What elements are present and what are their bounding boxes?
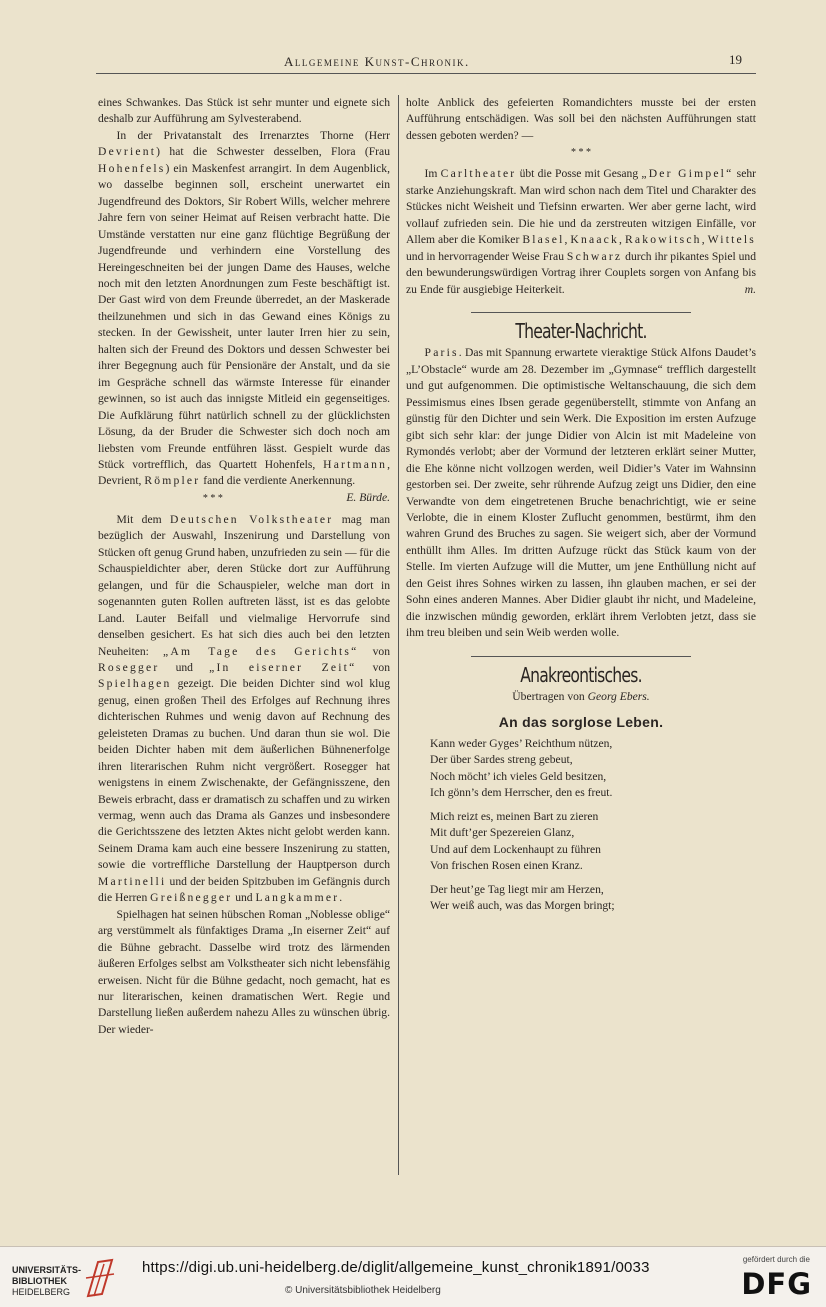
stanza	[430, 809, 756, 875]
stanza	[430, 882, 756, 915]
poem-line: Der heut’ge Tag liegt mir am Herzen,	[430, 882, 604, 896]
section-rule	[471, 656, 691, 657]
section-rule	[471, 312, 691, 313]
library-logo-icon	[84, 1258, 116, 1298]
poem-line: Noch möcht’ ich vieles Geld besitzen,	[430, 769, 607, 783]
poem-line: Der über Sardes streng gebeut,	[430, 753, 573, 767]
page-number: 19	[729, 52, 742, 67]
permalink-url[interactable]: https://digi.ub.uni-heidelberg.de/diglit/allgemeine_kunst_chronik1891/0033	[142, 1259, 650, 1276]
viewer-footer	[0, 1246, 826, 1307]
poem-line: Mit duft’ger Spezereien Glanz,	[430, 826, 575, 840]
poem-line: Kann weder Gyges’ Reichthum nützen,	[430, 736, 613, 750]
running-header	[96, 51, 756, 74]
copyright-notice: © Universitätsbibliothek Heidelberg	[285, 1285, 441, 1296]
paragraph: eines Schwankes. Das Stück ist sehr munter und eignete sich deshalb zur Aufführung am Sylvesterabend.	[98, 96, 390, 126]
paragraph: holte Anblick des gefeierten Romandichters musste bei der ersten Aufführung entschädigen. Was soll bei den nächsten Aufführungen statt dessen geboten werden? —	[406, 96, 756, 142]
translator-credit: Übertragen von Georg Ebers.	[512, 690, 650, 704]
right-column	[406, 95, 756, 921]
dfg-logo: DFG	[741, 1267, 812, 1301]
paragraph: Mit dem Deutschen Volkstheater mag man bezüglich der Auswahl, Inszenirung und Darstellung von Stücken oft genug Grund haben, unzufrieden zu sein — für die Schauspieldichter aber, deren Stücke dort zur Aufführung gelangen, und für die Schauspieler, welche man dort in sogenannten guten Rollen auftreten lässt, ist es das gelobte Land. Lauter Beifall und vielmalige Hervorrufe sind denselben gesichert. Es hat sich dies auch bei den letzten Neuheiten: „Am Tage des Gerichts“ von Rosegger und „In eiserner Zeit“ von Spielhagen gezeigt. Die beiden Dichter sind wol klug genug, einen großen Theil des Erfolges auf Rechnung ihres dichterischen Ruhmes und wenig davon auf Rechnung des geleisteten Dramas zu buchen. Und daran thun sie wol. Die beiden Dichter haben mit dem äußerlichen Bühnenerfolge ihren literarischen Ruhm nicht vergrößert. Rosegger hat wenigstens in einem Zwischenakte, der Gefängnisszene, den Beweis erbracht, dass er dramatisch zu schaffen und zu wirken vermag, wenn auch das Drama als Ganzes und insbesondere die Gerichtsszene des letzten Aktes nicht gelobt werden kann. Seinem Drama kam auch eine bessere Inszenirung zu statten, sowie die vortreffliche Darstellung der Hauptperson durch Martinelli und der beiden Spitzbuben im Gefängnis durch die Herren Greißnegger und Langkammer.	[98, 512, 391, 905]
poem-line: Ich gönn’s dem Herrscher, den es freut.	[430, 786, 613, 800]
library-name: UNIVERSITÄTS- BIBLIOTHEK HEIDELBERG	[12, 1265, 82, 1297]
poem-title: An das sorglose Leben.	[498, 713, 664, 730]
journal-title: Allgemeine Kunst-Chronik.	[284, 54, 470, 69]
paragraph: Im Carltheater übt die Posse mit Gesang „Der Gimpel“ sehr starke Anziehungskraft. Man wird schon nach dem Titel und Charakter des Stückes nicht Weisheit und Tiefsinn erwarten. Wer aber gerne lacht, wird vollauf zufrieden sein. Die hie und da zerstreuten witzigen Einfälle, vor Allem aber die Komiker Blasel, Knaack, Rakowitsch, Wittels und in hervorragender Weise Frau Schwarz durch ihr pikantes Spiel und den bewunderungswürdigen Vortrag ihrer Couplets sorgen von Anfang bis zu Ende für ausgiebige Heiterkeit. m.	[406, 166, 756, 298]
poem-line: Von frischen Rosen einen Kranz.	[430, 859, 583, 873]
poem-line: Mich reizt es, meinen Bart zu zieren	[430, 809, 599, 823]
poem-line: Und auf dem Lockenhaupt zu führen	[430, 842, 601, 856]
stanza	[430, 736, 756, 802]
column-divider	[398, 95, 399, 1175]
section-separator: * * *	[571, 147, 591, 159]
poem	[430, 736, 756, 915]
left-column	[98, 95, 390, 1038]
author-signature: m.	[744, 282, 756, 296]
section-heading: Theater-Nachricht.	[515, 318, 647, 343]
paragraph: Paris. Das mit Spannung erwartete vieraktige Stück Alfons Daudet’s „L’Obstacle“ wurde am 28. Dezember im „Gymnase“ trefflich dargestellt und gut aufgenommen. Die optimistische Weltanschauung, die sich dem Pessimismus eines Ibsen gerade gegenüberstellt, stimmte von Anfang an günstig für den Dichter und sein Werk. Die Exposition im ersten Aufzuge gibt sich sehr klar: der junge Didier von Alcin ist mit Madeleine von Rymondés verlobt; aber der Vormund der letzteren erklärt seiner Mutter, die Ehe könne nicht vollzogen werden, weil Didier’s Vater im Wahnsinn gestorben sei. Der zweite, sehr rührende Aufzug zeigt uns Didier, den eine Verwandte von dem eingetretenen Bruche benachrichtigt, wie er seine Verlobte, die in einem Kloster Zuflucht genommen, bestürmt, ihm den wahren Grund des Bruches zu sagen. Sie weigert sich, aber der Vormund enthüllt ihm Alles. Im dritten Aufzuge rückt das Stück kaum von der Stelle. Im vierten Aufzuge will die Mutter, um jene Enthüllung nicht auf den Geist ihres Sohnes wirken zu lassen, ihn glauben machen, er sei der Sohn eines anderen Mannes. Aber Didier glaubt ihr nicht, und Madeleine, die inzwischen mündig geworden, erklärt ihrem Verlobten jetzt, dass sie ihm treu bleiben und sein Weib werden wolle.	[406, 346, 756, 640]
funding-note: gefördert durch die	[742, 1255, 810, 1264]
author-signature: E. Bürde.	[346, 490, 390, 504]
paragraph: In der Privatanstalt des Irrenarztes Thorne (Herr Devrient) hat die Schwester desselben, Flora (Frau Hohenfels) ein Maskenfest arrangirt. In dem Augenblick, wo dasselbe beginnen soll, erscheint unerwartet ein Jugendfreund des Doktors, Sir Robert Wills, welcher mehrere Jahre fern von seiner Heimat auf Reisen verbracht hatte. Die Umstände verstatten nur eine ganz flüchtige Begrüßung der Jugendfreunde und verhindern eine Vorstellung des Hereingeschneiten bei der jungen Dame des Hauses, welche noch mit den letzten Anordnungen zum Feste beschäftigt ist. Der Gast wird von dem Freunde überredet, an der Maskerade theilzunehmen und sich in das Gewand eines Königs zu stecken. In der Gewissheit, unter lauter Irren hier zu sein, halten sich der Freund des Doktors und dessen Schwester bei ihrer Begegnung auch für Pensionäre der Anstalt, und da sie im Gespräche schnell das wärmste Interesse für einander gewinnen, so ist auch das innigste Mitleid ein gegenseitiges. Die Aufklärung führt natürlich schnell zu der glücklichsten Lösung, da der Bruder die Schwester sich doch noch am liebsten vom Freunde entführen lässt. Gespielt wurde das Stück vortrefflich, das Quartett Hohenfels, Hartmann, Devrient, Römpler fand die verdiente Anerkennung. E. Bürde.	[98, 128, 390, 490]
section-separator: * * *	[202, 492, 223, 504]
section-heading: Anakreontisches.	[520, 662, 642, 687]
paragraph: Spielhagen hat seinen hübschen Roman „Noblesse oblige“ arg verstümmelt als fünfaktiges Drama „In eiserner Zeit“ auf die Bühne gebracht. Dasselbe wird trotz des lärmenden äußeren Erfolges selbst am Volkstheater sich nicht lebensfähig erweisen. Nicht für die Bühne gedacht, noch gemacht, hat es nur literarischen, keinen dramatischen Wert. Regie und Darstellung ließen außerdem nahezu Alles zu wünschen übrig. Der wieder-	[98, 907, 390, 1036]
poem-line: Wer weiß auch, was das Morgen bringt;	[430, 899, 615, 913]
